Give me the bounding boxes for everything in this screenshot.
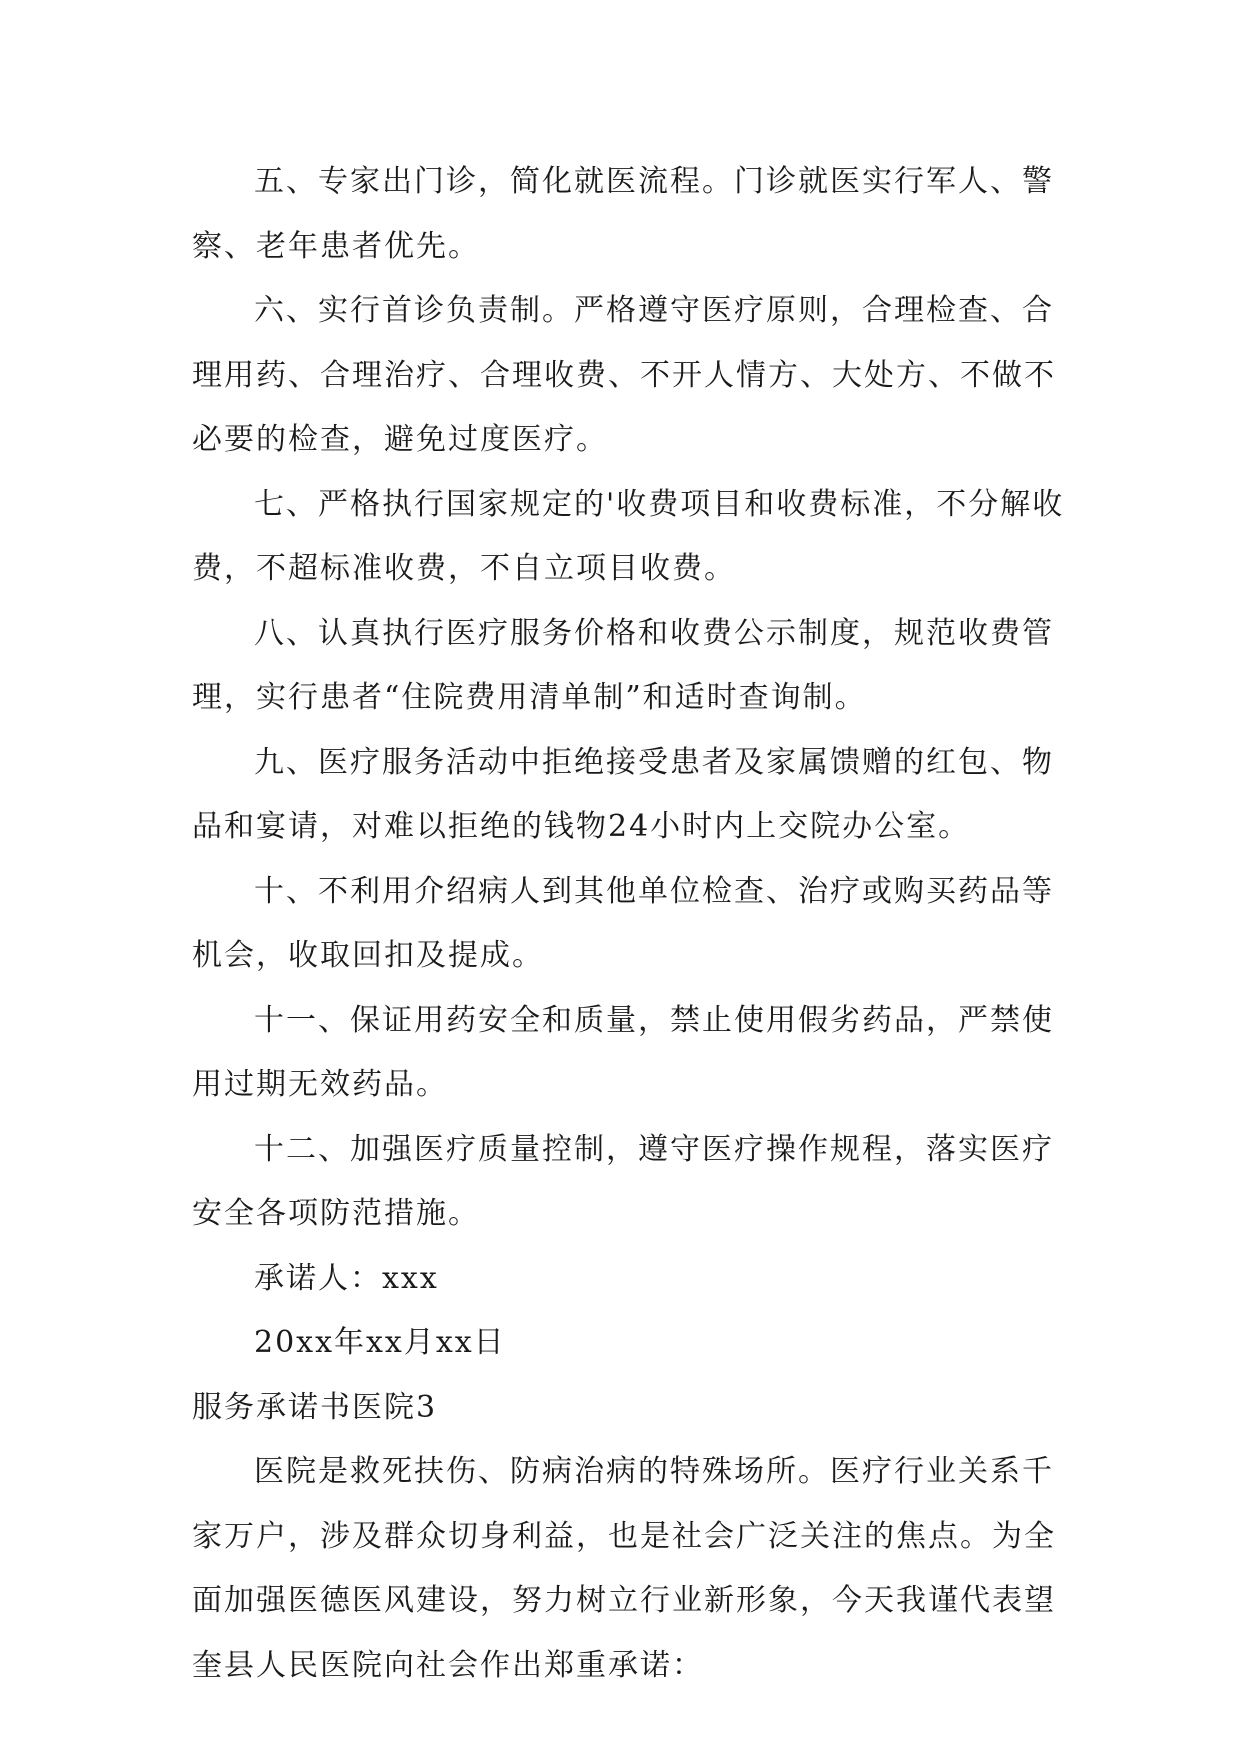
paragraph-item-8: 八、认真执行医疗服务价格和收费公示制度，规范收费管理，实行患者“住院费用清单制”和适时查询制。 (192, 615, 1054, 715)
paragraph-item-9: 九、医疗服务活动中拒绝接受患者及家属馈赠的红包、物品和宴请，对难以拒绝的钱物24小时内上交院办公室。 (192, 744, 1054, 844)
signatory-line: 承诺人：xxx (254, 1260, 439, 1296)
section-title: 服务承诺书医院3 (192, 1389, 438, 1425)
paragraph-item-11: 十一、保证用药安全和质量，禁止使用假劣药品，严禁使用过期无效药品。 (192, 1002, 1054, 1102)
paragraph-item-12: 十二、加强医疗质量控制，遵守医疗操作规程，落实医疗安全各项防范措施。 (192, 1131, 1054, 1231)
document-body (192, 150, 1072, 1698)
paragraph-item-10: 十、不利用介绍病人到其他单位检查、治疗或购买药品等机会，收取回扣及提成。 (192, 873, 1054, 973)
paragraph-item-6: 六、实行首诊负责制。严格遵守医疗原则，合理检查、合理用药、合理治疗、合理收费、不开人情方、大处方、不做不必要的检查，避免过度医疗。 (192, 293, 1056, 457)
paragraph-item-7: 七、严格执行国家规定的'收费项目和收费标准，不分解收费，不超标准收费，不自立项目收费。 (192, 486, 1065, 586)
paragraph-item-5: 五、专家出门诊，简化就医流程。门诊就医实行军人、警察、老年患者优先。 (192, 164, 1054, 264)
intro-paragraph: 医院是救死扶伤、防病治病的特殊场所。医疗行业关系千家万户，涉及群众切身利益，也是社会广泛关注的焦点。为全面加强医德医风建设，努力树立行业新形象，今天我谨代表望奎县人民医院向社会作出郑重承诺： (192, 1454, 1056, 1683)
date-line: 20xx年xx月xx日 (254, 1325, 506, 1360)
